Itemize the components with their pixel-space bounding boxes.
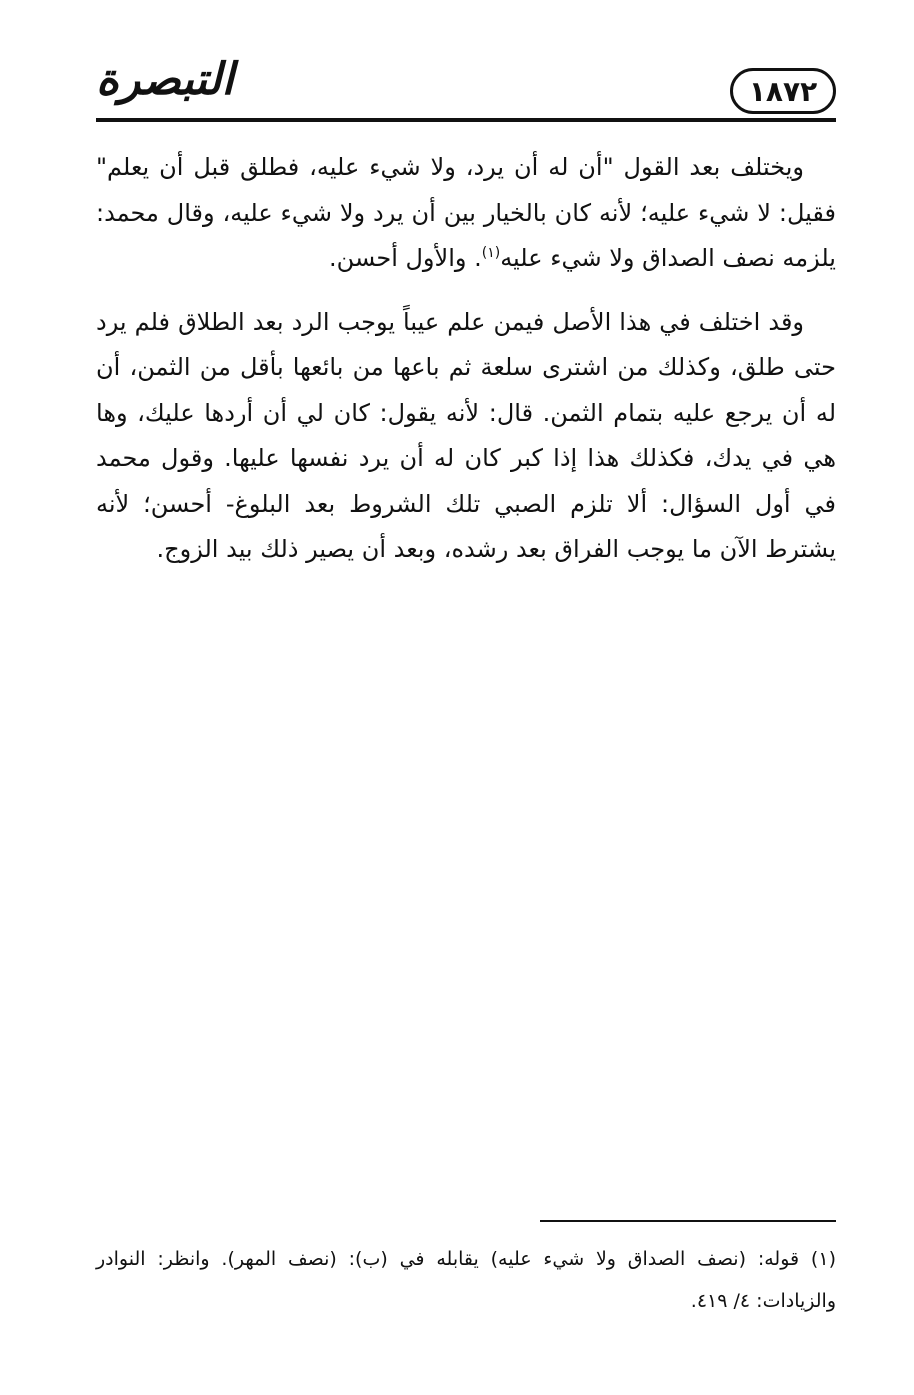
footnotes [96,1238,836,1322]
paragraph-1-text: ويختلف بعد القول "أن له أن يرد، ولا شيء عليه، فطلق قبل أن يعلم" فقيل: لا شيء عليه؛ لأنه كان بالخيار بين أن يرد ولا شيء عليه، وقال محمد: يلزمه نصف الصداق ولا شيء عليه [96,153,836,272]
page-header [96,50,836,125]
main-text [96,145,836,591]
footnote-marker: (١) [481,245,501,261]
paragraph-1-tail: . والأول أحسن. [329,244,482,272]
footnote-1: (١) قوله: (نصف الصداق ولا شيء عليه) يقابله في (ب): (نصف المهر). وانظر: النوادر والزيادات: ٤/ ٤١٩. [96,1248,836,1312]
book-title: التبصرة [96,54,234,105]
page-number-badge [730,68,836,114]
footnote-separator [540,1220,836,1222]
page-number: ١٨٧٢ [748,74,818,108]
paragraph-2-text: وقد اختلف في هذا الأصل فيمن علم عيباً يوجب الرد بعد الطلاق فلم يرد حتى طلق، وكذلك من اشترى سلعة ثم باعها من بائعها بأقل من الثمن، أن له أن يرجع عليه بتمام الثمن. قال: لأنه يقول: كان لي أن أردها عليك، وها هي في يدك، فكذلك هذا إذا كبر كان له أن يرد نفسها عليها. وقول محمد في أول السؤال: ألا تلزم الصبي تلك الشروط بعد البلوغ- أحسن؛ لأنه يشترط الآن ما يوجب الفراق بعد رشده، وبعد أن يصير ذلك بيد الزوج. [96,307,836,563]
header-rule [96,118,836,122]
paragraph-2 [96,300,836,573]
paragraph-1 [96,145,836,282]
